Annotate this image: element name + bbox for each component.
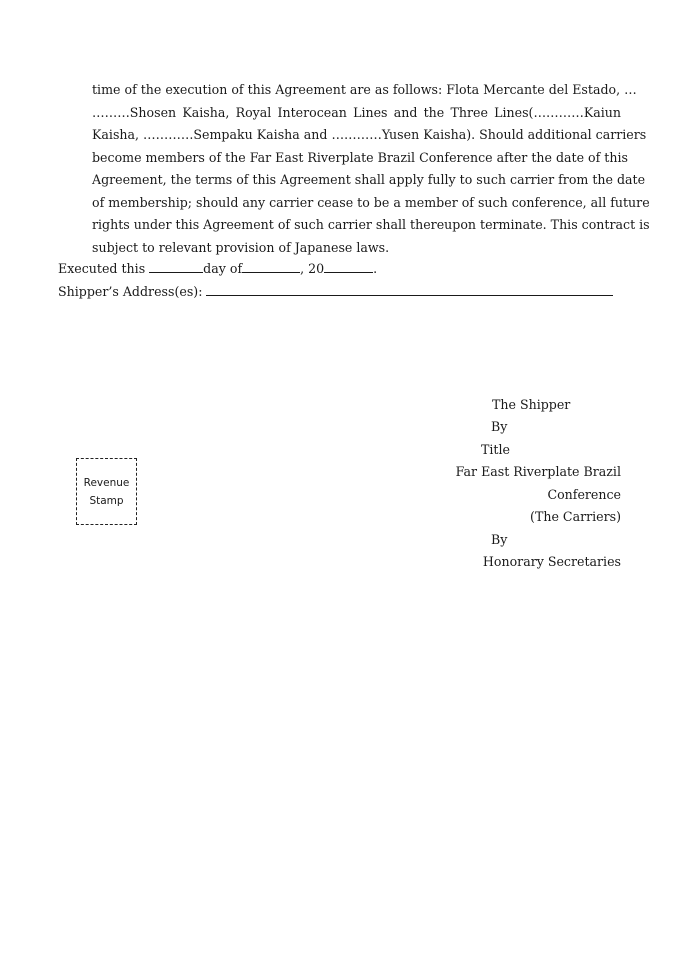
by-label-carriers: By xyxy=(491,532,508,547)
day-blank[interactable] xyxy=(149,258,203,273)
month-blank[interactable] xyxy=(242,258,300,273)
the-carriers-label: (The Carriers) xyxy=(530,509,621,524)
paragraph-line: time of the execution of this Agreement are as follows: Flota Mercante del Estado, … xyxy=(92,82,637,97)
paragraph-line: become members of the Far East Riverplate Brazil Conference after the date of this xyxy=(92,149,628,165)
stamp-line-1: Revenue xyxy=(83,476,130,489)
paragraph-line: Agreement, the terms of this Agreement shall apply fully to such carrier from the date xyxy=(92,172,646,187)
executed-day-of: day of xyxy=(203,261,243,276)
executed-date-line xyxy=(58,258,377,280)
executed-end: . xyxy=(373,261,378,276)
conference-name-line-2: Conference xyxy=(547,487,621,502)
paragraph-line: Kaisha, …………Sempaku Kaisha and …………Yusen Kaisha). Should additional carriers xyxy=(92,127,647,142)
title-label: Title xyxy=(481,442,510,457)
paragraph-line: of membership; should any carrier cease to be a member of such conference, all future xyxy=(92,194,650,210)
shipper-address-blank[interactable] xyxy=(206,281,613,296)
agreement-paragraph xyxy=(92,79,650,259)
honorary-secretaries-label: Honorary Secretaries xyxy=(482,554,621,569)
paragraph-line: ………Shosen Kaisha, Royal Interocean Lines and the Three Lines(…………Kaiun xyxy=(92,104,621,120)
executed-prefix: Executed this xyxy=(58,261,150,276)
paragraph-line: rights under this Agreement of such carrier shall thereupon terminate. This contract is xyxy=(92,217,650,232)
the-shipper-label: The Shipper xyxy=(492,397,571,412)
executed-year-prefix: , 20 xyxy=(300,261,325,276)
by-label-shipper: By xyxy=(491,419,508,434)
shipper-address-line xyxy=(58,281,613,303)
shipper-address-label: Shipper’s Address(es): xyxy=(58,284,207,299)
year-blank[interactable] xyxy=(324,258,373,273)
conference-name-line-1: Far East Riverplate Brazil xyxy=(455,464,621,479)
revenue-stamp-box xyxy=(76,458,137,525)
stamp-line-2: Stamp xyxy=(89,494,124,507)
paragraph-line: subject to relevant provision of Japanese laws. xyxy=(92,239,390,255)
